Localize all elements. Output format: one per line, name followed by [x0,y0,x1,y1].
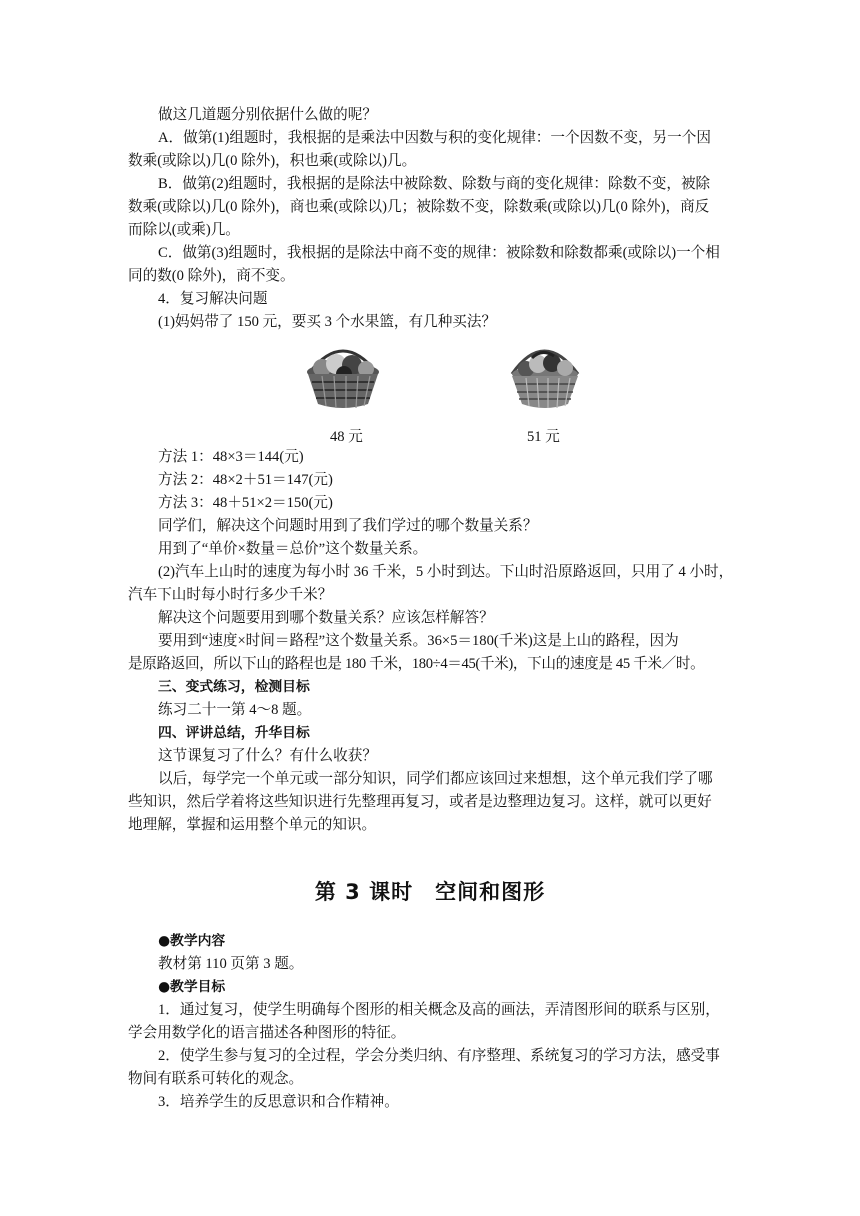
problem-1: (1)妈妈带了 150 元，要买 3 个水果篮，有几种买法？ [158,314,497,330]
goal-2-line2: 物间有联系可转化的观念。 [128,1071,304,1087]
fruit-basket-image-2 [504,336,586,412]
method-2: 方法 2：48×2＋51＝147(元) [158,472,333,488]
question-4: 这节课复习了什么？有什么收获？ [158,748,377,764]
answer-3-line1: 要用到“速度×时间＝路程”这个数量关系。36×5＝180(千米)这是上山的路程，因为 [158,633,679,649]
summary-line1: 以后，每学完一个单元或一部分知识，同学们都应该回过来想想，这个单元我们学了哪 [158,771,713,787]
answer-b-line1: B．做第(2)组题时，我根据的是除法中被除数、除数与商的变化规律：除数不变，被除 [158,176,711,192]
fruit-basket-image-1 [300,336,386,412]
answer-b-line2: 数乘(或除以)几(0 除外)，商也乘(或除以)几；被除数不变，除数乘(或除以)几(0 除外)，商反 [128,199,710,215]
summary-line3: 地理解，掌握和运用整个单元的知识。 [128,817,377,833]
answer-2: 用到了“单价×数量＝总价”这个数量关系。 [158,541,428,557]
exercise-line: 练习二十一第 4～8 题。 [158,702,312,718]
answer-b-line3: 而除以(或乘)几。 [128,222,240,238]
question-2: 同学们，解决这个问题时用到了我们学过的哪个数量关系？ [158,518,538,534]
content-heading: ●教学内容 [158,933,226,949]
method-3: 方法 3：48＋51×2＝150(元) [158,495,333,511]
problem-2-line2: 汽车下山时每小时行多少千米？ [128,587,333,603]
section-4-summary-heading: 四、评讲总结，升华目标 [158,725,310,741]
answer-a-line2: 数乘(或除以)几(0 除外)，积也乘(或除以)几。 [128,153,417,169]
lesson-3-title: 第 3 课时 空间和图形 [314,880,546,904]
goal-1-line2: 学会用数学化的语言描述各种图形的特征。 [128,1025,406,1041]
section-4-heading: 4．复习解决问题 [158,291,268,307]
method-1: 方法 1：48×3＝144(元) [158,449,304,465]
goals-heading: ●教学目标 [158,979,226,995]
section-3-heading: 三、变式练习，检测目标 [158,679,310,695]
goal-1-line1: 1．通过复习，使学生明确每个图形的相关概念及高的画法，弄清图形间的联系与区别， [158,1002,720,1018]
answer-c-line1: C．做第(3)组题时，我根据的是除法中商不变的规律：被除数和除数都乘(或除以)一个相 [158,245,720,261]
question-3: 解决这个问题要用到哪个数量关系？应该怎样解答？ [158,610,494,626]
content-text: 教材第 110 页第 3 题。 [158,956,304,972]
answer-a-line1: A．做第(1)组题时，我根据的是乘法中因数与积的变化规律：一个因数不变，另一个因 [158,130,711,146]
question-intro: 做这几道题分别依据什么做的呢？ [158,107,377,123]
price-label-basket-1: 48 元 [330,429,363,445]
problem-2-line1: (2)汽车上山时的速度为每小时 36 千米，5 小时到达。下山时沿原路返回，只用了 4 小时， [158,564,734,580]
answer-3-line2: 是原路返回，所以下山的路程也是 180 千米，180÷4＝45(千米)，下山的速度是 45 千米／时。 [128,656,705,672]
goal-2-line1: 2．使学生参与复习的全过程，学会分类归纳、有序整理、系统复习的学习方法，感受事 [158,1048,720,1064]
goal-3: 3．培养学生的反思意识和合作精神。 [158,1094,399,1110]
summary-line2: 些知识，然后学着将这些知识进行先整理再复习，或者是边整理边复习。这样，就可以更好 [128,794,712,810]
answer-c-line2: 同的数(0 除外)，商不变。 [128,268,295,284]
price-label-basket-2: 51 元 [527,429,560,445]
